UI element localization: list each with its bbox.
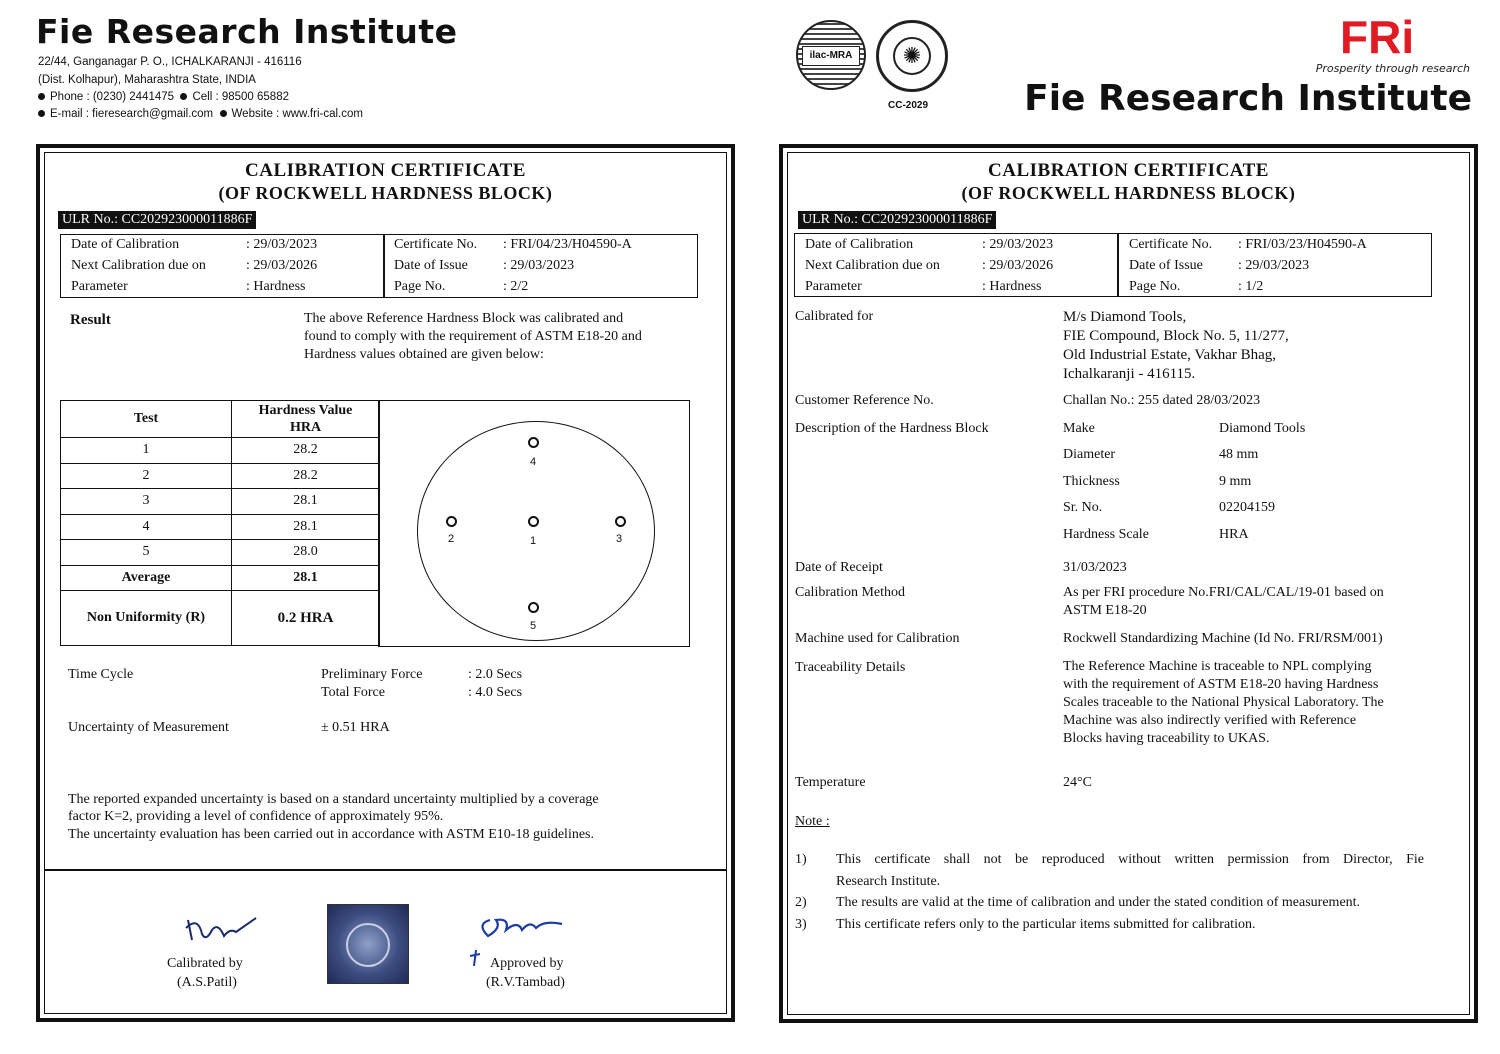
left-param-label: Parameter xyxy=(71,279,128,294)
table-row xyxy=(61,514,380,540)
left-institute-title: Fie Research Institute xyxy=(36,12,458,51)
footnote-3: The uncertainty evaluation has been carried out in accordance with ASTM E10-18 guidelines. xyxy=(68,827,594,842)
row-value: 28.2 xyxy=(232,438,380,464)
right-cert-title: CALIBRATION CERTIFICATE xyxy=(988,160,1269,181)
left-phone-line xyxy=(38,91,289,103)
prelim-force-label: Preliminary Force xyxy=(321,667,423,682)
email-text: E-mail : fieresearch@gmail.com xyxy=(50,108,214,120)
cust-ref-value: Challan No.: 255 dated 28/03/2023 xyxy=(1063,393,1261,408)
bullet-icon xyxy=(220,110,227,117)
uncertainty-value: ± 0.51 HRA xyxy=(321,720,390,735)
receipt-label: Date of Receipt xyxy=(795,560,883,575)
left-date-cal-label: Date of Calibration xyxy=(71,237,180,252)
fri-logo: FRi xyxy=(1340,11,1415,63)
indent-point-3 xyxy=(615,516,626,527)
left-next-cal-label: Next Calibration due on xyxy=(71,258,206,273)
table-row xyxy=(61,438,380,464)
left-email-line xyxy=(38,108,363,120)
seal-code: CC-2029 xyxy=(888,100,929,111)
right-institute-title: Fie Research Institute xyxy=(1024,78,1472,119)
note-2-number: 2) xyxy=(795,895,807,910)
right-date-cal-value: : 29/03/2023 xyxy=(982,237,1054,252)
receipt-value: 31/03/2023 xyxy=(1063,560,1127,575)
srno-value: 02204159 xyxy=(1219,500,1275,515)
method-value-1: As per FRI procedure No.FRI/CAL/CAL/19-01 based on xyxy=(1063,585,1384,600)
table-header-row xyxy=(61,401,380,438)
result-text-2: found to comply with the requirement of ASTM E18-20 and xyxy=(304,329,642,344)
row-value: 28.1 xyxy=(232,489,380,515)
left-address-line-2: (Dist. Kolhapur), Maharashtra State, INDIA xyxy=(38,74,256,86)
col-hv-header-1: Hardness Value xyxy=(258,403,353,418)
thickness-label: Thickness xyxy=(1063,474,1120,489)
calibrated-for-label: Calibrated for xyxy=(795,309,874,324)
note-1-number: 1) xyxy=(795,852,807,867)
indent-label-2: 2 xyxy=(448,533,455,545)
right-param-label: Parameter xyxy=(805,279,862,294)
hardness-table xyxy=(60,400,380,646)
desc-label: Description of the Hardness Block xyxy=(795,421,989,436)
average-value: 28.1 xyxy=(232,565,380,591)
note-3-number: 3) xyxy=(795,917,807,932)
phone-text: Phone : (0230) 2441475 xyxy=(50,91,175,103)
left-page-value: : 2/2 xyxy=(503,279,529,294)
note-1-text-1: This certificate shall not be reproduced without written permission from Director, Fie xyxy=(836,852,1424,867)
left-date-cal-value: : 29/03/2023 xyxy=(246,237,318,252)
customer-line-4: Ichalkaranji - 416115. xyxy=(1063,366,1196,382)
row-test: 1 xyxy=(61,438,232,464)
row-test: 2 xyxy=(61,463,232,489)
total-force-value: : 4.0 Secs xyxy=(468,685,523,700)
result-text-1: The above Reference Hardness Block was calibrated and xyxy=(304,311,624,326)
bullet-icon xyxy=(38,110,45,117)
right-ulr-number: ULR No.: CC202923000011886F xyxy=(798,211,996,229)
bullet-icon xyxy=(38,93,45,100)
left-cert-title: CALIBRATION CERTIFICATE xyxy=(245,160,526,181)
temp-label: Temperature xyxy=(795,775,866,790)
nonuniformity-row xyxy=(61,591,380,646)
right-cert-no-value: : FRI/03/23/H04590-A xyxy=(1238,237,1367,252)
left-page-label: Page No. xyxy=(394,279,446,294)
nonuniformity-label: Non Uniformity (R) xyxy=(61,591,232,646)
col-hv-header-2: HRA xyxy=(289,420,322,435)
signature-divider xyxy=(44,869,727,871)
uncertainty-label: Uncertainty of Measurement xyxy=(68,720,229,735)
seal-1-text: ilac-MRA xyxy=(802,46,860,66)
indent-label-4: 4 xyxy=(530,456,537,468)
right-issue-value: : 29/03/2023 xyxy=(1238,258,1310,273)
make-label: Make xyxy=(1063,421,1095,436)
cust-ref-label: Customer Reference No. xyxy=(795,393,934,408)
row-value: 28.1 xyxy=(232,514,380,540)
right-cert-no-label: Certificate No. xyxy=(1129,237,1213,252)
indent-label-3: 3 xyxy=(616,533,623,545)
machine-label: Machine used for Calibration xyxy=(795,631,960,646)
trace-line-4: Machine was also indirectly verified with Reference xyxy=(1063,713,1357,728)
seal-star-icon: ✺ xyxy=(893,37,931,75)
info-divider xyxy=(1117,234,1119,296)
left-cert-no-value: : FRI/04/23/H04590-A xyxy=(503,237,632,252)
indent-label-1: 1 xyxy=(530,535,537,547)
trace-line-5: Blocks having traceability to UKAS. xyxy=(1063,731,1270,746)
result-text-3: Hardness values obtained are given below: xyxy=(304,347,544,362)
method-value-2: ASTM E18-20 xyxy=(1063,603,1147,618)
col-test-header: Test xyxy=(61,401,232,438)
left-address-line-1: 22/44, Ganganagar P. O., ICHALKARANJI - 416116 xyxy=(38,56,302,68)
result-label: Result xyxy=(70,312,111,328)
ilac-mra-seal-icon xyxy=(796,20,866,90)
average-row xyxy=(61,565,380,591)
bullet-icon xyxy=(180,93,187,100)
trace-line-1: The Reference Machine is traceable to NPL complying xyxy=(1063,659,1372,674)
row-test: 3 xyxy=(61,489,232,515)
fri-tagline: Prosperity through research xyxy=(1315,62,1470,75)
calibrated-by-label: Calibrated by xyxy=(167,956,243,971)
nonuniformity-value: 0.2 HRA xyxy=(232,591,380,646)
right-next-cal-value: : 29/03/2026 xyxy=(982,258,1054,273)
customer-line-1: M/s Diamond Tools, xyxy=(1063,309,1187,325)
left-ulr-number: ULR No.: CC202923000011886F xyxy=(58,211,256,229)
website-text: Website : www.fri-cal.com xyxy=(231,108,363,120)
left-issue-label: Date of Issue xyxy=(394,258,468,273)
footnote-2: factor K=2, providing a level of confidence of approximately 95%. xyxy=(68,809,444,824)
left-issue-value: : 29/03/2023 xyxy=(503,258,575,273)
indent-label-5: 5 xyxy=(530,620,537,632)
note-label: Note : xyxy=(795,814,830,829)
table-row xyxy=(61,489,380,515)
table-row xyxy=(61,540,380,566)
left-param-value: : Hardness xyxy=(246,279,306,294)
customer-line-3: Old Industrial Estate, Vakhar Bhag, xyxy=(1063,347,1277,363)
right-cert-subtitle: (OF ROCKWELL HARDNESS BLOCK) xyxy=(961,183,1296,203)
left-cert-no-label: Certificate No. xyxy=(394,237,478,252)
method-label: Calibration Method xyxy=(795,585,906,600)
right-next-cal-label: Next Calibration due on xyxy=(805,258,940,273)
trace-line-2: with the requirement of ASTM E18-20 having Hardness xyxy=(1063,677,1379,692)
note-3-text: This certificate refers only to the particular items submitted for calibration. xyxy=(836,917,1256,932)
prelim-force-value: : 2.0 Secs xyxy=(468,667,523,682)
row-value: 28.2 xyxy=(232,463,380,489)
right-issue-label: Date of Issue xyxy=(1129,258,1203,273)
calibrated-by-name: (A.S.Patil) xyxy=(177,975,237,990)
left-next-cal-value: : 29/03/2026 xyxy=(246,258,318,273)
note-2-text: The results are valid at the time of calibration and under the stated condition of measurement. xyxy=(836,895,1361,910)
right-page-value: : 1/2 xyxy=(1238,279,1264,294)
scale-value: HRA xyxy=(1219,527,1249,542)
trace-label: Traceability Details xyxy=(795,660,906,675)
calibrator-signature-icon xyxy=(180,908,260,948)
cell-text: Cell : 98500 65882 xyxy=(192,91,289,103)
indent-point-2 xyxy=(446,516,457,527)
total-force-label: Total Force xyxy=(321,685,385,700)
diameter-label: Diameter xyxy=(1063,447,1116,462)
indent-point-4 xyxy=(528,437,539,448)
machine-value: Rockwell Standardizing Machine (Id No. FRI/RSM/001) xyxy=(1063,631,1383,646)
approved-by-label: Approved by xyxy=(490,956,564,971)
indent-point-5 xyxy=(528,602,539,613)
footnote-1: The reported expanded uncertainty is based on a standard uncertainty multiplied by a coverage xyxy=(68,792,599,807)
indent-point-1 xyxy=(528,516,539,527)
col-hv-header xyxy=(232,401,380,438)
indent-diagram-box xyxy=(378,400,690,647)
note-1-text-2: Research Institute. xyxy=(836,874,941,889)
right-param-value: : Hardness xyxy=(982,279,1042,294)
table-row xyxy=(61,463,380,489)
nabl-seal-icon xyxy=(876,20,948,92)
time-cycle-label: Time Cycle xyxy=(68,667,134,682)
average-label: Average xyxy=(61,565,232,591)
srno-label: Sr. No. xyxy=(1063,500,1103,515)
row-value: 28.0 xyxy=(232,540,380,566)
info-divider xyxy=(383,235,385,297)
hologram-seal-icon xyxy=(327,904,409,984)
hologram-ring-icon xyxy=(346,923,390,967)
thickness-value: 9 mm xyxy=(1219,474,1252,489)
row-test: 4 xyxy=(61,514,232,540)
left-cert-subtitle: (OF ROCKWELL HARDNESS BLOCK) xyxy=(218,183,553,203)
scale-label: Hardness Scale xyxy=(1063,527,1149,542)
diameter-value: 48 mm xyxy=(1219,447,1259,462)
approved-by-name: (R.V.Tambad) xyxy=(486,975,565,990)
row-test: 5 xyxy=(61,540,232,566)
temp-value: 24°C xyxy=(1063,775,1092,790)
make-value: Diamond Tools xyxy=(1219,421,1306,436)
right-page-label: Page No. xyxy=(1129,279,1181,294)
trace-line-3: Scales traceable to the National Physical Laboratory. The xyxy=(1063,695,1384,710)
right-date-cal-label: Date of Calibration xyxy=(805,237,914,252)
hardness-table-wrap xyxy=(60,400,380,646)
customer-line-2: FIE Compound, Block No. 5, 11/277, xyxy=(1063,328,1289,344)
